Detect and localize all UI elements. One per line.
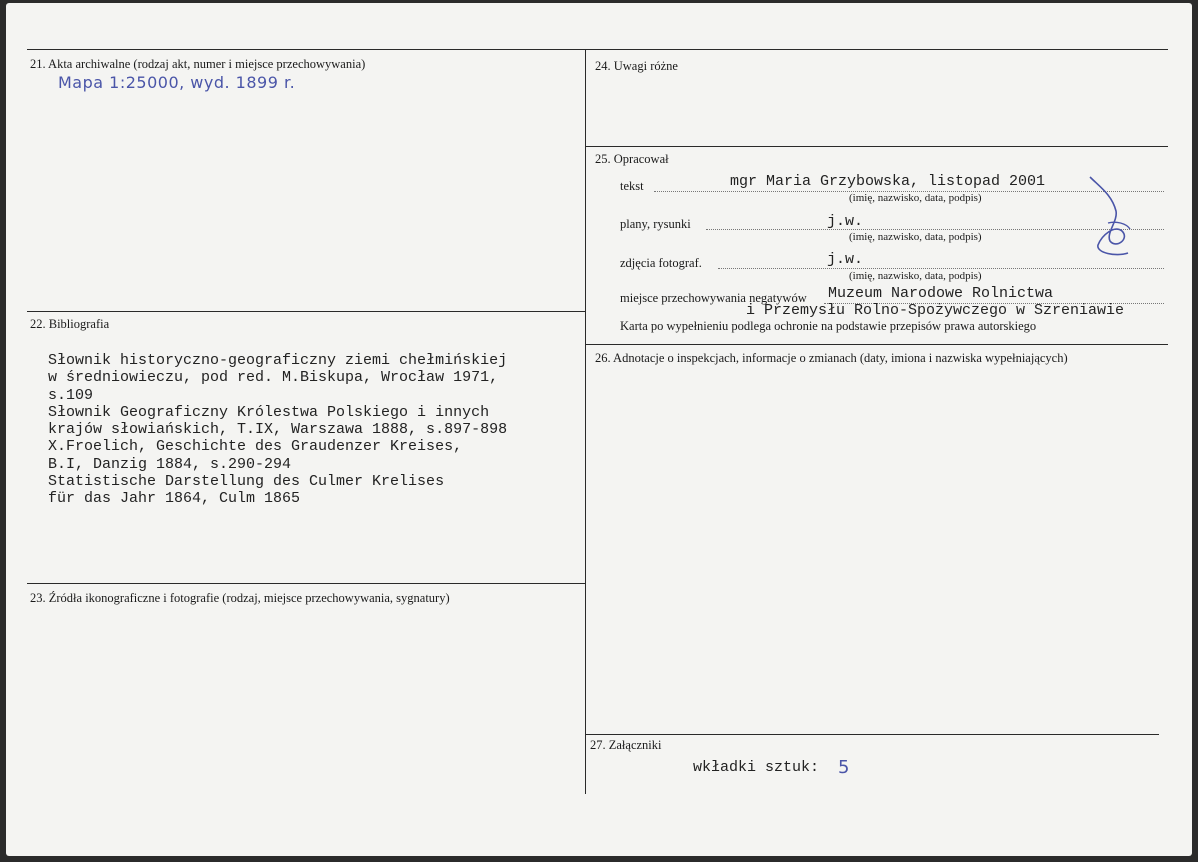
divider-22-23: [27, 583, 585, 584]
bibliography-line: Słownik historyczno-geograficzny ziemi chełmińskiej: [48, 352, 508, 369]
signature: [1086, 173, 1136, 263]
field-24-label: 24. Uwagi różne: [595, 59, 678, 73]
bibliography-line: s.109: [48, 386, 94, 404]
zdjecia-hint: (imię, nazwisko, data, podpis): [849, 270, 982, 282]
field-23-label: 23. Źródła ikonograficzne i fotografie (rodzaj, miejsce przechowywania, sygnatury): [30, 591, 450, 605]
attachments-count: 5: [838, 757, 850, 778]
field-22-label: 22. Bibliografia: [30, 317, 110, 331]
negatywy-value-line2: i Przemysłu Rolno-Spożywczego w Szreniawie: [746, 302, 1125, 319]
divider-24-25: [585, 146, 1168, 147]
tekst-value: mgr Maria Grzybowska, listopad 2001: [730, 173, 1046, 190]
bibliography-line: w średniowieczu, pod red. M.Biskupa, Wrocław 1971,: [48, 369, 499, 387]
zdjecia-label: zdjęcia fotograf.: [620, 256, 702, 270]
negatywy-label: miejsce przechowywania negatywów: [620, 291, 807, 305]
negatywy-value-line1: Muzeum Narodowe Rolnictwa: [828, 285, 1054, 302]
divider-25-26: [585, 344, 1168, 345]
bibliography-line: krajów słowiańskich, T.IX, Warszawa 1888, s.897-898: [48, 421, 508, 439]
tekst-hint: (imię, nazwisko, data, podpis): [849, 192, 982, 204]
plany-hint: (imię, nazwisko, data, podpis): [849, 231, 982, 243]
plany-label: plany, rysunki: [620, 217, 691, 231]
plany-value: j.w.: [827, 213, 864, 230]
bibliography-line: B.I, Danzig 1884, s.290-294: [48, 455, 292, 473]
bibliography-line: für das Jahr 1864, Culm 1865: [48, 490, 301, 508]
bibliography-list: [48, 352, 507, 508]
attachments-text: wkładki sztuk:: [693, 759, 820, 776]
divider-top: [27, 49, 1168, 50]
field-25-label: 25. Opracował: [595, 152, 669, 166]
field-27-label: 27. Załączniki: [590, 738, 662, 752]
field-21-handwritten-value: Mapa 1:25000, wyd. 1899 r.: [58, 73, 296, 92]
zdjecia-value: j.w.: [827, 251, 864, 268]
record-card: [6, 3, 1192, 856]
bibliography-line: Słownik Geograficzny Królestwa Polskiego i innych: [48, 403, 490, 421]
divider-26-27: [585, 734, 1159, 735]
field-26-label: 26. Adnotacje o inspekcjach, informacje o zmianach (daty, imiona i nazwiska wypełniających): [595, 351, 1068, 365]
tekst-label: tekst: [620, 179, 644, 193]
divider-center-vertical: [585, 49, 586, 794]
zdjecia-dotted-line: [718, 268, 1164, 269]
copyright-note: Karta po wypełnieniu podlega ochronie na podstawie przepisów prawa autorskiego: [620, 319, 1037, 333]
field-21-label: 21. Akta archiwalne (rodzaj akt, numer i miejsce przechowywania): [30, 57, 366, 71]
divider-21-22: [27, 311, 585, 312]
bibliography-line: X.Froelich, Geschichte des Graudenzer Kreises,: [48, 438, 463, 456]
bibliography-line: Statistische Darstellung des Culmer Krelises: [48, 473, 445, 491]
